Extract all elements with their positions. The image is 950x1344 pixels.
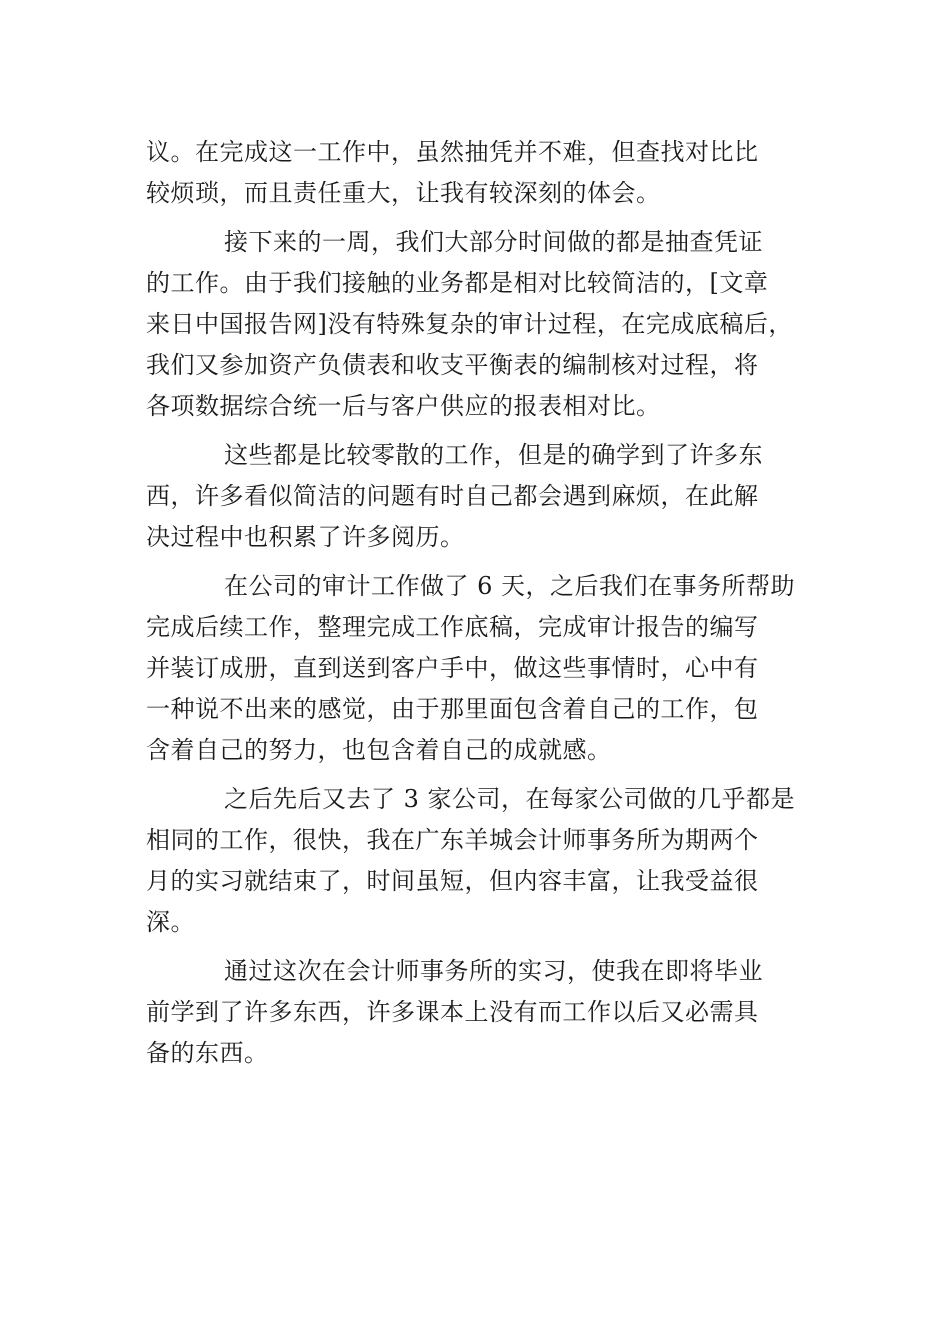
paragraph-line: 决过程中也积累了许多阅历。 — [146, 523, 465, 551]
paragraph-line: 接下来的一周，我们大部分时间做的都是抽查凭证 — [224, 228, 763, 256]
document-body — [146, 132, 806, 1074]
paragraph-line: 这些都是比较零散的工作，但是的确学到了许多东 — [224, 441, 763, 469]
paragraph-line: 相同的工作，很快，我在广东羊城会计师事务所为期两个 — [146, 826, 759, 854]
paragraph-line: 西，许多看似简洁的问题有时自己都会遇到麻烦，在此解 — [146, 482, 759, 510]
paragraph-line: 完成后续工作，整理完成工作底稿，完成审计报告的编写 — [146, 613, 759, 641]
paragraph-line: 前学到了许多东西，许多课本上没有而工作以后又必需具 — [146, 998, 759, 1026]
paragraph-line: 月的实习就结束了，时间虽短，但内容丰富，让我受益很 — [146, 867, 759, 895]
paragraph-line: 备的东西。 — [146, 1039, 269, 1067]
paragraph-line: 来日中国报告网]没有特殊复杂的审计过程，在完成底稿后， — [146, 310, 793, 338]
paragraph-line: 议。在完成这一工作中，虽然抽凭并不难，但查找对比比 — [146, 138, 759, 166]
paragraph-line: 深。 — [146, 908, 195, 936]
paragraph-line: 之后先后又去了 3 家公司，在每家公司做的几乎都是 — [224, 785, 796, 813]
paragraph-line: 通过这次在会计师事务所的实习，使我在即将毕业 — [224, 957, 763, 985]
paragraph-line: 各项数据综合统一后与客户供应的报表相对比。 — [146, 392, 661, 420]
paragraph-line: 并装订成册，直到送到客户手中，做这些事情时，心中有 — [146, 654, 759, 682]
paragraph-line: 的工作。由于我们接触的业务都是相对比较简洁的，[文章 — [146, 269, 769, 297]
paragraph-line: 在公司的审计工作做了 6 天，之后我们在事务所帮助 — [224, 572, 796, 600]
paragraph-line: 我们又参加资产负债表和收支平衡表的编制核对过程，将 — [146, 351, 759, 379]
paragraph-line: 较烦琐，而且责任重大，让我有较深刻的体会。 — [146, 179, 661, 207]
paragraph-line: 一种说不出来的感觉，由于那里面包含着自己的工作，包 — [146, 695, 759, 723]
paragraph-line: 含着自己的努力，也包含着自己的成就感。 — [146, 736, 612, 764]
